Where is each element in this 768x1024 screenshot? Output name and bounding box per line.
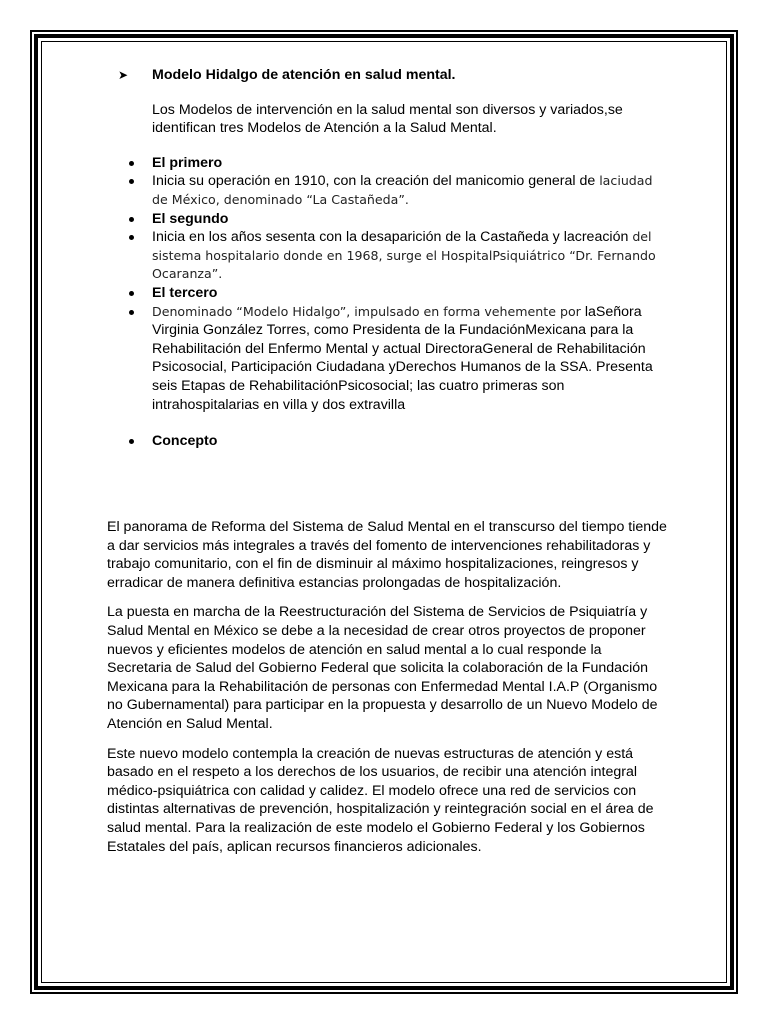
bullet-dot-icon <box>129 235 134 240</box>
document-body <box>107 66 667 451</box>
paragraph-nuevo-modelo: Este nuevo modelo contempla la creación de nuevas estructuras de atención y está basado en el respeto a los derechos de los usuarios, de recibir una atención integral médico-psiquiátrica con calidad y calidez. El modelo ofrece una red de servicios con distintas alternativas de prevención, hospitalización y reintegración social en el área de salud mental. Para la realización de este modelo el Gobierno Federal y los Gobiernos Estatales del país, aplican recursos financieros adicionales. <box>107 745 654 855</box>
arrow-bullet-icon: ➤ <box>118 68 129 82</box>
section-heading <box>107 66 667 85</box>
bullet-dot-icon <box>129 217 134 222</box>
models-list <box>107 154 667 451</box>
section-heading-text: Modelo Hidalgo de atención en salud mental. <box>152 67 456 83</box>
list-item-segundo-desc: Inicia en los años sesenta con la desaparición de la Castañeda y lacreación del sistema hospitalario donde en 1968, surge el HospitalPsiquiátrico “Dr. Fernando Ocaranza”. <box>107 228 667 284</box>
list-item-primero: El primero <box>107 154 667 173</box>
list-item-tercero-desc: Denominado “Modelo Hidalgo”, impulsado en forma vehemente por laSeñora Virginia González Torres, como Presidenta de la FundaciónMexicana para la Rehabilitación del Enfermo Mental y actual DirectoraGeneral de Rehabilitación Psicosocial, Participación Ciudadana yDerechos Humanos de la SSA. Presenta seis Etapas de RehabilitaciónPsicosocial; las cuatro primeras son intrahospitalarias en villa y dos extravilla <box>107 303 667 415</box>
intro-paragraph: Los Modelos de intervención en la salud mental son diversos y variados,se identifican tres Modelos de Atención a la Salud Mental. <box>152 101 623 137</box>
bullet-dot-icon <box>129 179 134 184</box>
bullet-dot-icon <box>129 291 134 296</box>
paragraph-reestructuracion: La puesta en marcha de la Reestructuración del Sistema de Servicios de Psiquiatría y Salud Mental en México se debe a la necesidad de crear otros proyectos de proponer nuevos y eficientes modelos de atención en salud mental a lo cual responde la Secretaria de Salud del Gobierno Federal que solicita la colaboración de la Fundación Mexicana para la Rehabilitación de personas con Enfermedad Mental I.A.P (Organismo no Gubernamental) para participar en la propuesta y desarrollo de un Nuevo Modelo de Atención en Salud Mental. <box>107 604 658 732</box>
list-item-segundo: El segundo <box>107 210 667 229</box>
bullet-dot-icon <box>129 310 134 315</box>
list-item-tercero: El tercero <box>107 284 667 303</box>
paragraph-panorama: El panorama de Reforma del Sistema de Salud Mental en el transcurso del tiempo tiende a dar servicios más integrales a través del fomento de intervenciones rehabilitadoras y trabajo comunitario, con el fin de disminuir al máximo hospitalizaciones, reingresos y erradicar de manera definitiva estancias prolongadas de hospitalización. <box>107 519 667 591</box>
body-paragraphs <box>107 518 667 856</box>
bullet-dot-icon <box>129 161 134 166</box>
bullet-dot-icon <box>129 439 134 444</box>
list-item-primero-desc: Inicia su operación en 1910, con la creación del manicomio general de laciudad de México, denominado “La Castañeda”. <box>107 172 667 209</box>
list-item-concepto: Concepto <box>107 432 667 451</box>
